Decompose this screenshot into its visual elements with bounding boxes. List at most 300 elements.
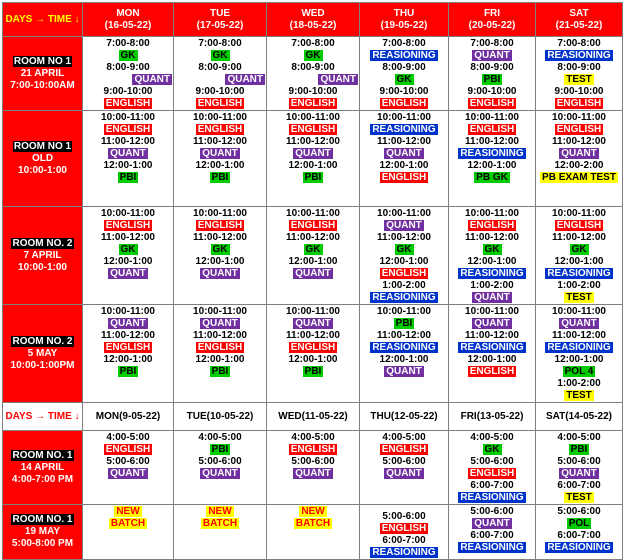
cell-line [361, 160, 447, 172]
room-label [3, 37, 83, 111]
cell-line [268, 112, 358, 124]
subject-quant: QUANT [474, 318, 510, 329]
day-header [360, 403, 449, 431]
cell-line [450, 172, 534, 184]
slot-time: 8:00-9:00 [557, 62, 601, 73]
days-time-corner [3, 3, 83, 37]
cell-line [537, 432, 621, 444]
slot-time: 10:00-11:00 [377, 112, 431, 123]
corner-time-label: TIME ↓ [47, 410, 80, 422]
subject-english: ENGLISH [381, 172, 427, 183]
cell-line [175, 506, 265, 518]
cell-line [450, 342, 534, 354]
day-name: WED [301, 7, 325, 19]
cell-line [84, 268, 172, 280]
cell-line [268, 160, 358, 172]
subject-quant: QUANT [110, 318, 146, 329]
schedule-cell [174, 37, 267, 111]
day-header [536, 3, 623, 37]
subject-quant: QUANT [295, 468, 331, 479]
slot-time: 10:00-11:00 [101, 112, 155, 123]
schedule-cell [360, 207, 449, 305]
subject-test: PB EXAM TEST [542, 172, 616, 183]
subject-test: TEST [566, 492, 592, 503]
cell-line [450, 160, 534, 172]
subject-reasoning: REASIONING [372, 292, 436, 303]
cell-line [268, 432, 358, 444]
cell-line [84, 172, 172, 184]
new-batch-label: BATCH [202, 518, 238, 529]
slot-time: 12:00-1:00 [288, 160, 338, 171]
cell-line [537, 98, 621, 110]
corner-days-label: DAYS → [5, 410, 46, 422]
new-batch-label: NEW [116, 506, 140, 517]
cell-line [450, 366, 534, 378]
room-label [3, 505, 83, 560]
subject-english: ENGLISH [105, 124, 151, 135]
subject-gk: GK [305, 50, 321, 61]
day-name: FRI [460, 410, 477, 422]
slot-time: 4:00-5:00 [382, 432, 426, 443]
cell-line [537, 492, 621, 504]
schedule-cell [360, 305, 449, 403]
cell-line [175, 86, 265, 98]
cell-line [361, 547, 447, 559]
cell-line [268, 172, 358, 184]
slot-time: 4:00-5:00 [470, 432, 514, 443]
slot-time: 5:00-6:00 [470, 506, 514, 517]
room-time: 4:00-7:00 PM [11, 473, 74, 485]
room-batch: 7 APRIL [23, 249, 62, 261]
cell-line [537, 280, 621, 292]
cell-line [361, 444, 447, 456]
subject-quant: QUANT [202, 268, 238, 279]
slot-time: 11:00-12:00 [552, 330, 606, 341]
schedule-cell [83, 431, 174, 505]
slot-time: 11:00-12:00 [465, 330, 519, 341]
cell-line [175, 306, 265, 318]
subject-quant: QUANT [110, 468, 146, 479]
cell-line [361, 86, 447, 98]
cell-line [450, 86, 534, 98]
cell-line [537, 160, 621, 172]
subject-english: ENGLISH [290, 98, 336, 109]
cell-line [537, 74, 621, 86]
schedule-cell [360, 111, 449, 207]
cell-line [84, 148, 172, 160]
room-time: 7:00-10:00AM [10, 79, 75, 91]
cell-line [84, 342, 172, 354]
cell-line [84, 354, 172, 366]
day-date: (10-05-22) [206, 410, 254, 422]
cell-line [84, 244, 172, 256]
slot-time: 5:00-6:00 [557, 506, 601, 517]
subject-quant: QUANT [295, 148, 331, 159]
cell-line [361, 74, 447, 86]
subject-gk: GK [484, 244, 500, 255]
subject-pbi: PBI [211, 172, 229, 183]
cell-line [361, 468, 447, 480]
subject-reasoning: REASIONING [372, 50, 436, 61]
subject-english: ENGLISH [556, 124, 602, 135]
slot-time: 10:00-11:00 [377, 208, 431, 219]
cell-line [268, 38, 358, 50]
days-time-corner [3, 403, 83, 431]
cell-line [361, 318, 447, 330]
slot-time: 9:00-10:00 [103, 86, 153, 97]
cell-line [175, 160, 265, 172]
cell-line [268, 444, 358, 456]
cell-line [361, 366, 447, 378]
schedule-cell [449, 431, 536, 505]
day-date: (11-05-22) [301, 410, 348, 422]
cell-line [175, 50, 265, 62]
slot-time: 10:00-11:00 [101, 306, 155, 317]
cell-line [268, 74, 358, 86]
subject-pbi: PBI [304, 172, 322, 183]
cell-line [175, 366, 265, 378]
subject-gk: GK [212, 50, 228, 61]
schedule-cell [449, 505, 536, 560]
day-header [360, 3, 449, 37]
room-title: ROOM NO. 1 [12, 514, 73, 525]
subject-english: ENGLISH [290, 220, 336, 231]
schedule-cell [536, 505, 623, 560]
cell-line [537, 518, 621, 530]
slot-time: 9:00-10:00 [195, 86, 245, 97]
subject-gk: GK [484, 444, 500, 455]
cell-line [537, 354, 621, 366]
subject-pbi: PBI [119, 366, 137, 377]
room-time: 10:00-1:00 [18, 261, 67, 273]
subject-quant: QUANT [110, 268, 146, 279]
schedule-cell [174, 305, 267, 403]
slot-time: 8:00-9:00 [106, 62, 150, 73]
subject-gk: GK [396, 74, 412, 85]
cell-line [84, 208, 172, 220]
slot-time: 11:00-12:00 [286, 232, 340, 243]
subject-pbi: PBI [119, 172, 137, 183]
cell-line [537, 456, 621, 468]
slot-time: 12:00-1:00 [554, 256, 604, 267]
schedule-cell [267, 505, 360, 560]
subject-quant: QUANT [110, 148, 146, 159]
subject-pbi: PBI [211, 366, 229, 377]
cell-line [537, 468, 621, 480]
room-title: ROOM NO 1 [13, 55, 72, 67]
slot-time: 6:00-7:00 [470, 530, 514, 541]
slot-time: 12:00-1:00 [379, 256, 429, 267]
schedule-cell [449, 207, 536, 305]
slot-time: 12:00-1:00 [195, 354, 245, 365]
subject-reasoning: REASIONING [372, 547, 436, 558]
slot-time: 12:00-1:00 [288, 256, 338, 267]
cell-line [268, 232, 358, 244]
cell-line [84, 62, 172, 74]
slot-time: 5:00-6:00 [557, 456, 601, 467]
room-batch: 19 MAY [24, 526, 61, 537]
cell-line [268, 268, 358, 280]
day-name: THU [393, 7, 415, 19]
slot-time: 5:00-6:00 [291, 456, 335, 467]
cell-line [450, 542, 534, 554]
cell-line [84, 456, 172, 468]
cell-line [361, 535, 447, 547]
subject-reasoning: REASIONING [460, 542, 524, 553]
subject-quant: QUANT [474, 518, 510, 529]
cell-line [268, 256, 358, 268]
cell-line [84, 444, 172, 456]
subject-english: ENGLISH [556, 98, 602, 109]
schedule-row [3, 305, 623, 403]
cell-line [268, 342, 358, 354]
slot-time: 10:00-11:00 [465, 306, 519, 317]
slot-time: 12:00-1:00 [379, 354, 429, 365]
cell-line [84, 38, 172, 50]
cell-line [84, 86, 172, 98]
slot-time: 11:00-12:00 [465, 136, 519, 147]
slot-time: 12:00-1:00 [103, 160, 153, 171]
subject-test: TEST [566, 390, 592, 401]
subject-reasoning: REASIONING [547, 542, 611, 553]
cell-line [268, 354, 358, 366]
cell-line [537, 136, 621, 148]
cell-line [361, 172, 447, 184]
slot-time: 11:00-12:00 [465, 232, 519, 243]
cell-line [450, 148, 534, 160]
slot-time: 7:00-8:00 [198, 38, 242, 49]
cell-line [537, 542, 621, 554]
cell-line [450, 432, 534, 444]
subject-english: ENGLISH [469, 366, 515, 377]
cell-line [450, 318, 534, 330]
subject-quant: QUANT [134, 74, 170, 85]
day-header [449, 403, 536, 431]
cell-line [175, 208, 265, 220]
cell-line [175, 148, 265, 160]
cell-line [450, 268, 534, 280]
slot-time: 11:00-12:00 [286, 330, 340, 341]
cell-line [361, 112, 447, 124]
slot-time: 8:00-9:00 [198, 62, 242, 73]
cell-line [450, 330, 534, 342]
slot-time: 9:00-10:00 [288, 86, 338, 97]
day-name: SAT [546, 410, 566, 422]
cell-line [268, 518, 358, 530]
slot-time: 4:00-5:00 [106, 432, 150, 443]
subject-test: TEST [566, 74, 592, 85]
subject-english: ENGLISH [381, 268, 427, 279]
cell-line [175, 112, 265, 124]
schedule-cell [267, 37, 360, 111]
cell-line [175, 124, 265, 136]
cell-line [175, 136, 265, 148]
slot-time: 12:00-1:00 [103, 256, 153, 267]
cell-line [84, 232, 172, 244]
slot-time: 10:00-11:00 [552, 306, 606, 317]
schedule-cell [536, 305, 623, 403]
slot-time: 11:00-12:00 [193, 136, 247, 147]
cell-line [268, 136, 358, 148]
slot-time: 12:00-1:00 [467, 256, 517, 267]
room-time: 10:00-1:00PM [10, 359, 75, 371]
cell-line [537, 38, 621, 50]
cell-line [537, 506, 621, 518]
slot-time: 11:00-12:00 [377, 330, 431, 341]
cell-line [537, 220, 621, 232]
cell-line [84, 160, 172, 172]
schedule-row [3, 37, 623, 111]
cell-line [175, 98, 265, 110]
subject-english: ENGLISH [290, 342, 336, 353]
slot-time: 10:00-11:00 [377, 306, 431, 317]
cell-line [450, 244, 534, 256]
cell-line [268, 50, 358, 62]
day-header [267, 3, 360, 37]
cell-line [450, 506, 534, 518]
cell-line [175, 232, 265, 244]
cell-line [537, 256, 621, 268]
cell-line [537, 306, 621, 318]
cell-line [84, 432, 172, 444]
schedule-cell [360, 431, 449, 505]
slot-time: 6:00-7:00 [470, 480, 514, 491]
subject-english: ENGLISH [105, 342, 151, 353]
cell-line [268, 318, 358, 330]
cell-line [450, 480, 534, 492]
cell-line [175, 256, 265, 268]
slot-time: 11:00-12:00 [552, 136, 606, 147]
cell-line [537, 86, 621, 98]
slot-time: 9:00-10:00 [467, 86, 517, 97]
room-time: 5:00-8:00 PM [11, 538, 74, 549]
cell-line [537, 292, 621, 304]
cell-line [361, 62, 447, 74]
subject-english: ENGLISH [105, 98, 151, 109]
slot-time: 8:00-9:00 [382, 62, 426, 73]
cell-line [84, 112, 172, 124]
subject-english: ENGLISH [469, 468, 515, 479]
subject-english: ENGLISH [381, 523, 427, 534]
cell-line [361, 38, 447, 50]
subject-english: ENGLISH [381, 444, 427, 455]
subject-pol: POL 4 [564, 366, 594, 377]
cell-line [175, 468, 265, 480]
day-date: (12-05-22) [390, 410, 438, 422]
cell-line [175, 444, 265, 456]
cell-line [450, 136, 534, 148]
room-title: ROOM NO 1 [13, 140, 72, 152]
room-label [3, 305, 83, 403]
slot-time: 7:00-8:00 [470, 38, 514, 49]
cell-line [84, 506, 172, 518]
schedule-cell [83, 111, 174, 207]
cell-line [537, 342, 621, 354]
new-batch-label: BATCH [110, 518, 146, 529]
day-date: (9-05-22) [119, 410, 161, 422]
subject-gk: GK [396, 244, 412, 255]
cell-line [361, 511, 447, 523]
cell-line [361, 220, 447, 232]
cell-line [175, 172, 265, 184]
slot-time: 10:00-11:00 [465, 208, 519, 219]
subject-quant: QUANT [474, 50, 510, 61]
schedule-cell [174, 111, 267, 207]
cell-line [84, 468, 172, 480]
slot-time: 11:00-12:00 [101, 232, 155, 243]
subject-pbi: PBI [395, 318, 413, 329]
cell-line [450, 280, 534, 292]
cell-line [450, 124, 534, 136]
cell-line [84, 136, 172, 148]
cell-line [84, 318, 172, 330]
subject-gk: GK [571, 244, 587, 255]
subject-reasoning: REASIONING [460, 342, 524, 353]
cell-line [537, 444, 621, 456]
cell-line [175, 318, 265, 330]
cell-line [175, 342, 265, 354]
schedule-cell [536, 207, 623, 305]
subject-english: ENGLISH [469, 124, 515, 135]
cell-line [450, 354, 534, 366]
header-row-2 [3, 403, 623, 431]
cell-line [175, 220, 265, 232]
schedule-cell [174, 431, 267, 505]
schedule-cell [267, 305, 360, 403]
schedule-cell [83, 305, 174, 403]
cell-line [268, 86, 358, 98]
room-label [3, 111, 83, 207]
cell-line [537, 318, 621, 330]
day-date: (20-05-22) [468, 19, 516, 31]
subject-quant: QUANT [561, 468, 597, 479]
corner-time-label: TIME ↓ [47, 13, 80, 25]
slot-time: 12:00-1:00 [103, 354, 153, 365]
slot-time: 11:00-12:00 [101, 330, 155, 341]
cell-line [84, 124, 172, 136]
day-date: (17-05-22) [196, 19, 244, 31]
schedule-cell [536, 37, 623, 111]
slot-time: 4:00-5:00 [291, 432, 335, 443]
room-batch: 21 APRIL [20, 67, 65, 79]
subject-pbi: PBI [483, 74, 501, 85]
cell-line [268, 330, 358, 342]
room-batch: 5 MAY [27, 347, 58, 359]
cell-line [175, 432, 265, 444]
cell-line [84, 256, 172, 268]
subject-english: ENGLISH [105, 220, 151, 231]
cell-line [537, 172, 621, 184]
cell-line [450, 530, 534, 542]
slot-time: 6:00-7:00 [557, 480, 601, 491]
cell-line [537, 208, 621, 220]
day-header [536, 403, 623, 431]
day-name: TUE [210, 7, 230, 19]
slot-time: 5:00-6:00 [382, 511, 426, 522]
subject-pol: POL [568, 518, 590, 529]
slot-time: 5:00-6:00 [382, 456, 426, 467]
room-label [3, 431, 83, 505]
cell-line [268, 456, 358, 468]
cell-line [361, 280, 447, 292]
slot-time: 11:00-12:00 [377, 232, 431, 243]
cell-line [84, 306, 172, 318]
cell-line [450, 256, 534, 268]
cell-line [361, 523, 447, 535]
subject-reasoning: REASIONING [372, 342, 436, 353]
room-title: ROOM NO. 1 [12, 449, 73, 461]
day-date: (21-05-22) [555, 19, 603, 31]
